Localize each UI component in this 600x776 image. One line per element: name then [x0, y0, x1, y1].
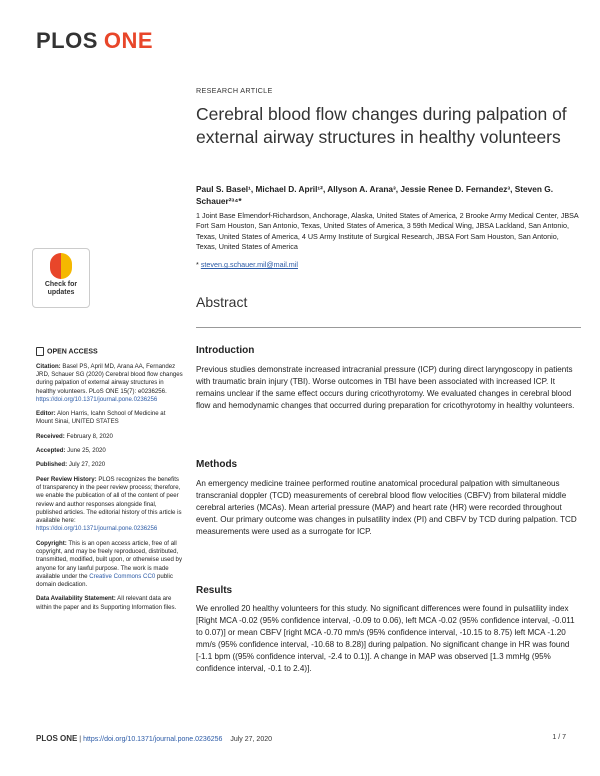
results-text: We enrolled 20 healthy volunteers for this study. No significant differences were found in pulsatility index [Right MCA -0.02 (95% confidence interval, -0.09 to 0.06), left MCA -0.02 (95% confidence interval, -0.011 to 0.07)] or mean CBFV [right MCA -0.70 mm/s (95% confidence interval, -10.15 to 8.75) left MCA -1.20 mm/s (95% confidence interval, -10.68 to 8.28)] during palpation. No significant change in HR was found [-1.1 bpm ((95% confidence interval, -2.4 to 0.1)]. A change in MAP was observed [1.3 mmHg (95% confidence interval, -0.1 to 2.4)]. — [196, 604, 575, 674]
open-access — [36, 347, 184, 357]
data-availability-text: All relevant data are within the paper and its Supporting Information files. — [36, 595, 177, 611]
received-date: February 8, 2020 — [66, 432, 113, 440]
open-lock-icon — [36, 347, 44, 356]
citation-block — [36, 363, 184, 404]
citation-label: Citation: — [36, 362, 61, 370]
copyright-tail: public domain dedication. — [36, 572, 173, 589]
peer-review-link[interactable]: https://doi.org/10.1371/journal.pone.0236256 — [36, 525, 158, 533]
copyright-text: This is an open access article, free of all copyright, and may be freely reproduced, distributed, transmitted, modified, built upon, or otherwise used by anyone for any lawful purpose. The work is made available under the — [36, 539, 182, 580]
page-footer — [36, 734, 566, 743]
editor-label: Editor: — [36, 410, 56, 418]
open-access-label: OPEN ACCESS — [47, 348, 98, 356]
abstract-divider — [196, 327, 581, 328]
data-availability-block — [36, 595, 184, 612]
received-label: Received: — [36, 432, 65, 440]
abstract-heading: Abstract — [196, 294, 248, 310]
methods-heading: Methods — [196, 459, 238, 470]
page-number: 1 / 7 — [552, 734, 566, 741]
check-for-label: Check for — [44, 281, 78, 288]
accepted-label: Accepted: — [36, 447, 66, 455]
creative-commons-link[interactable]: Creative Commons CC0 — [89, 572, 156, 580]
logo-one: ONE — [103, 28, 154, 53]
introduction-heading: Introduction — [196, 345, 255, 356]
citation-doi-link[interactable]: https://doi.org/10.1371/journal.pone.0236256 — [36, 395, 158, 403]
article-sidebar — [36, 347, 184, 618]
footer-date: July 27, 2020 — [230, 736, 273, 743]
accepted-date: June 25, 2020 — [67, 447, 106, 455]
article-type: RESEARCH ARTICLE — [196, 86, 273, 95]
methods-text: An emergency medicine trainee performed routine anatomical procedural palpation with simultaneous transcranial doppler (TCD) measurements of cerebral blood flow velocities (CBFV) from bilateral middle cerebral arteries (MCAs). Mean arterial pressure (MAP) and heart rate (HR) were recorded throughout event. Our primary outcome was changes in pulsatility index (PI) and CBFV by TCD during palpation. TCD measurements were used as a surrogate for ICP. — [196, 479, 577, 537]
editor-text: Alon Harris, Icahn School of Medicine at Mount Sinai, UNITED STATES — [36, 410, 166, 426]
plos-one-logo — [36, 28, 153, 54]
copyright-block — [36, 540, 184, 590]
corresponding-author — [196, 260, 298, 269]
accepted-block — [36, 447, 184, 455]
peer-review-label: Peer Review History: — [36, 475, 97, 483]
logo-plos: PLOS — [36, 28, 98, 53]
authors: Paul S. Basel¹, Michael D. April¹², Allyson A. Arana³, Jessie Renee D. Fernandez³, Steven G. Schauer²³⁴* — [196, 184, 554, 206]
citation-text: Basel PS, April MD, Arana AA, Fernandez JRD, Schauer SG (2020) Cerebral blood flow changes during palpation of external airway structures in healthy volunteers. PLoS ONE 15(7): e0236256. — [36, 362, 183, 395]
data-availability-label: Data Availability Statement: — [36, 595, 116, 603]
corresponding-marker: * — [196, 260, 199, 269]
footer-journal: PLOS ONE — [36, 734, 78, 743]
published-date: July 27, 2020 — [68, 461, 106, 469]
copyright-label: Copyright: — [36, 539, 67, 547]
peer-review-block — [36, 476, 184, 534]
peer-review-text: PLOS recognizes the benefits of transparency in the peer review process; therefore, we enable the publication of all of the content of peer review and author responses alongside final, published articles. The editorial history of this article is available here: — [36, 475, 182, 525]
check-for-updates-badge[interactable] — [32, 248, 90, 308]
corresponding-email-link[interactable]: steven.g.schauer.mil@mail.mil — [200, 260, 298, 269]
published-block — [36, 461, 184, 469]
footer-doi-link[interactable]: https://doi.org/10.1371/journal.pone.0236256 — [83, 736, 223, 743]
affiliations: 1 Joint Base Elmendorf-Richardson, Anchorage, Alaska, United States of America, 2 Brooke Army Medical Center, JBSA Fort Sam Houston, San Antonio, Texas, United States of America, 3 59th Medical Wing, JBSA Lackland, San Antonio, Texas, United States of America, 4 US Army Institute of Surgical Research, JBSA Fort Sam Houston, San Antonio, Texas, United States of America — [196, 211, 579, 252]
received-block — [36, 433, 184, 441]
introduction-text: Previous studies demonstrate increased intracranial pressure (ICP) during direct laryngoscopy in patients with traumatic brain injury (TBI). Worse outcomes in TBI have been associated with increased ICP. It remains unclear if the same effect occurs during cricothyrotomy. We evaluated changes in cerebral blood flow and hemodynamic changes that occurred during preparation for cricothyrotomy in healthy volunteers. — [196, 365, 575, 411]
updates-label: updates — [47, 289, 75, 296]
footer-separator: | — [77, 736, 84, 743]
results-heading: Results — [196, 585, 233, 596]
article-title: Cerebral blood flow changes during palpation of external airway structures in healthy volunteers — [196, 104, 567, 147]
bookmark-icon — [50, 253, 72, 279]
published-label: Published: — [36, 461, 68, 469]
editor-block — [36, 410, 184, 427]
